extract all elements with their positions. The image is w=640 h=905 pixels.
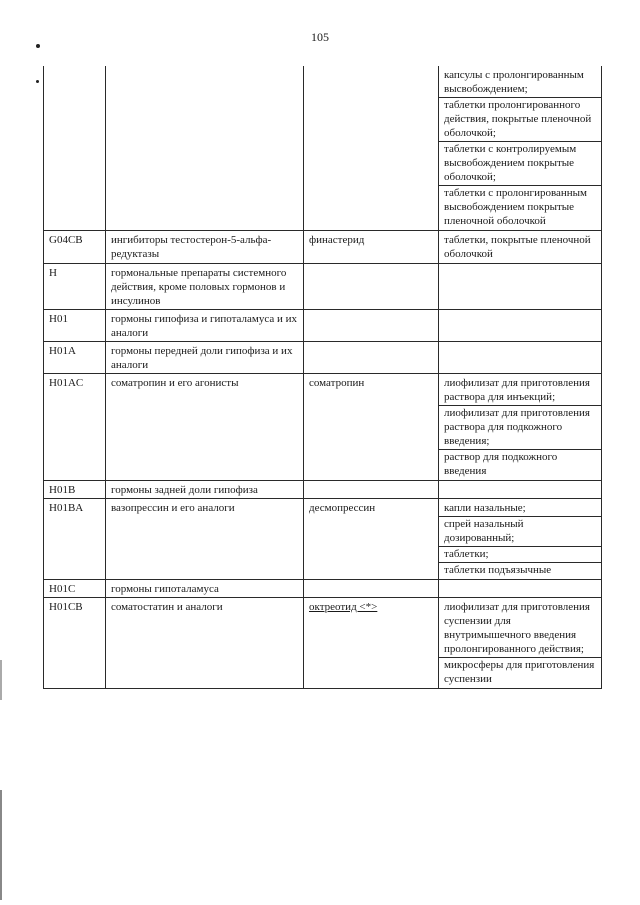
group-cell: вазопрессин и его аналоги — [106, 499, 304, 580]
scan-edge-mark — [0, 790, 2, 900]
group-cell: гормональные препараты системного действия, кроме половых гормонов и инсулинов — [106, 264, 304, 310]
drug-cell: соматропин — [304, 374, 439, 481]
drug-cell — [304, 264, 439, 310]
table-row — [44, 374, 602, 481]
atc-code-cell: H — [44, 264, 106, 310]
table-row — [44, 580, 602, 598]
dosage-forms-cell — [439, 342, 602, 374]
atc-code-cell: H01AC — [44, 374, 106, 481]
atc-code-cell: H01B — [44, 481, 106, 499]
table-row — [44, 598, 602, 689]
atc-code-cell: H01C — [44, 580, 106, 598]
drug-cell: десмопрессин — [304, 499, 439, 580]
dosage-form: микросферы для приготовления суспензии — [439, 657, 601, 687]
atc-code-cell: H01BA — [44, 499, 106, 580]
dosage-forms-cell — [439, 499, 602, 580]
drug-cell — [304, 481, 439, 499]
dosage-form: таблетки подъязычные — [439, 562, 601, 578]
dosage-form: лиофилизат для приготовления суспензии для внутримышечного введения пролонгированного действия; — [444, 601, 590, 655]
atc-code-cell — [44, 66, 106, 231]
group-cell: гормоны гипоталамуса — [106, 580, 304, 598]
page-number: 105 — [311, 30, 329, 44]
table-row — [44, 342, 602, 374]
atc-code-cell: H01CB — [44, 598, 106, 689]
dosage-form: таблетки пролонгированного действия, покрытые пленочной оболочкой; — [439, 97, 601, 141]
dosage-forms-cell — [439, 264, 602, 310]
group-cell: соматостатин и аналоги — [106, 598, 304, 689]
scan-speck — [36, 80, 39, 83]
dosage-form: капли назальные; — [444, 502, 526, 514]
group-cell: гормоны задней доли гипофиза — [106, 481, 304, 499]
atc-code-cell: H01A — [44, 342, 106, 374]
drug-cell: финастерид — [304, 231, 439, 264]
dosage-form: таблетки с контролируемым высвобождением покрытые оболочкой; — [439, 141, 601, 185]
table-row — [44, 499, 602, 580]
medicines-table — [43, 66, 602, 689]
drug-cell — [304, 66, 439, 231]
dosage-forms-cell — [439, 580, 602, 598]
dosage-form: спрей назальный дозированный; — [439, 516, 601, 546]
drug-cell — [304, 598, 439, 689]
group-cell — [106, 66, 304, 231]
dosage-form: раствор для подкожного введения — [439, 449, 601, 479]
group-cell: гормоны передней доли гипофиза и их аналоги — [106, 342, 304, 374]
dosage-forms-cell — [439, 598, 602, 689]
scan-speck — [36, 44, 40, 48]
dosage-form: таблетки с пролонгированным высвобождением покрытые пленочной оболочкой — [439, 185, 601, 229]
group-cell: соматропин и его агонисты — [106, 374, 304, 481]
dosage-forms-cell — [439, 310, 602, 342]
drug-cell — [304, 310, 439, 342]
dosage-forms-cell — [439, 231, 602, 264]
drug-cell — [304, 580, 439, 598]
atc-code-cell: G04CB — [44, 231, 106, 264]
dosage-form: таблетки; — [439, 546, 601, 562]
dosage-form: лиофилизат для приготовления раствора для подкожного введения; — [439, 405, 601, 449]
dosage-form: капсулы с пролонгированным высвобождением; — [444, 69, 584, 95]
table-row — [44, 264, 602, 310]
table-row — [44, 66, 602, 231]
group-cell: ингибиторы тестостерон-5-альфа-редуктазы — [106, 231, 304, 264]
dosage-forms-cell — [439, 481, 602, 499]
dosage-form: лиофилизат для приготовления раствора для инъекций; — [444, 377, 590, 403]
drug-footnote-link[interactable]: октреотид <*> — [309, 601, 378, 613]
scan-edge-mark — [0, 660, 2, 700]
dosage-forms-cell — [439, 66, 602, 231]
drug-cell — [304, 342, 439, 374]
table-row — [44, 481, 602, 499]
table-row — [44, 310, 602, 342]
group-cell: гормоны гипофиза и гипоталамуса и их аналоги — [106, 310, 304, 342]
dosage-forms-cell — [439, 374, 602, 481]
table-row — [44, 231, 602, 264]
atc-code-cell: H01 — [44, 310, 106, 342]
dosage-form: таблетки, покрытые пленочной оболочкой — [444, 234, 591, 260]
